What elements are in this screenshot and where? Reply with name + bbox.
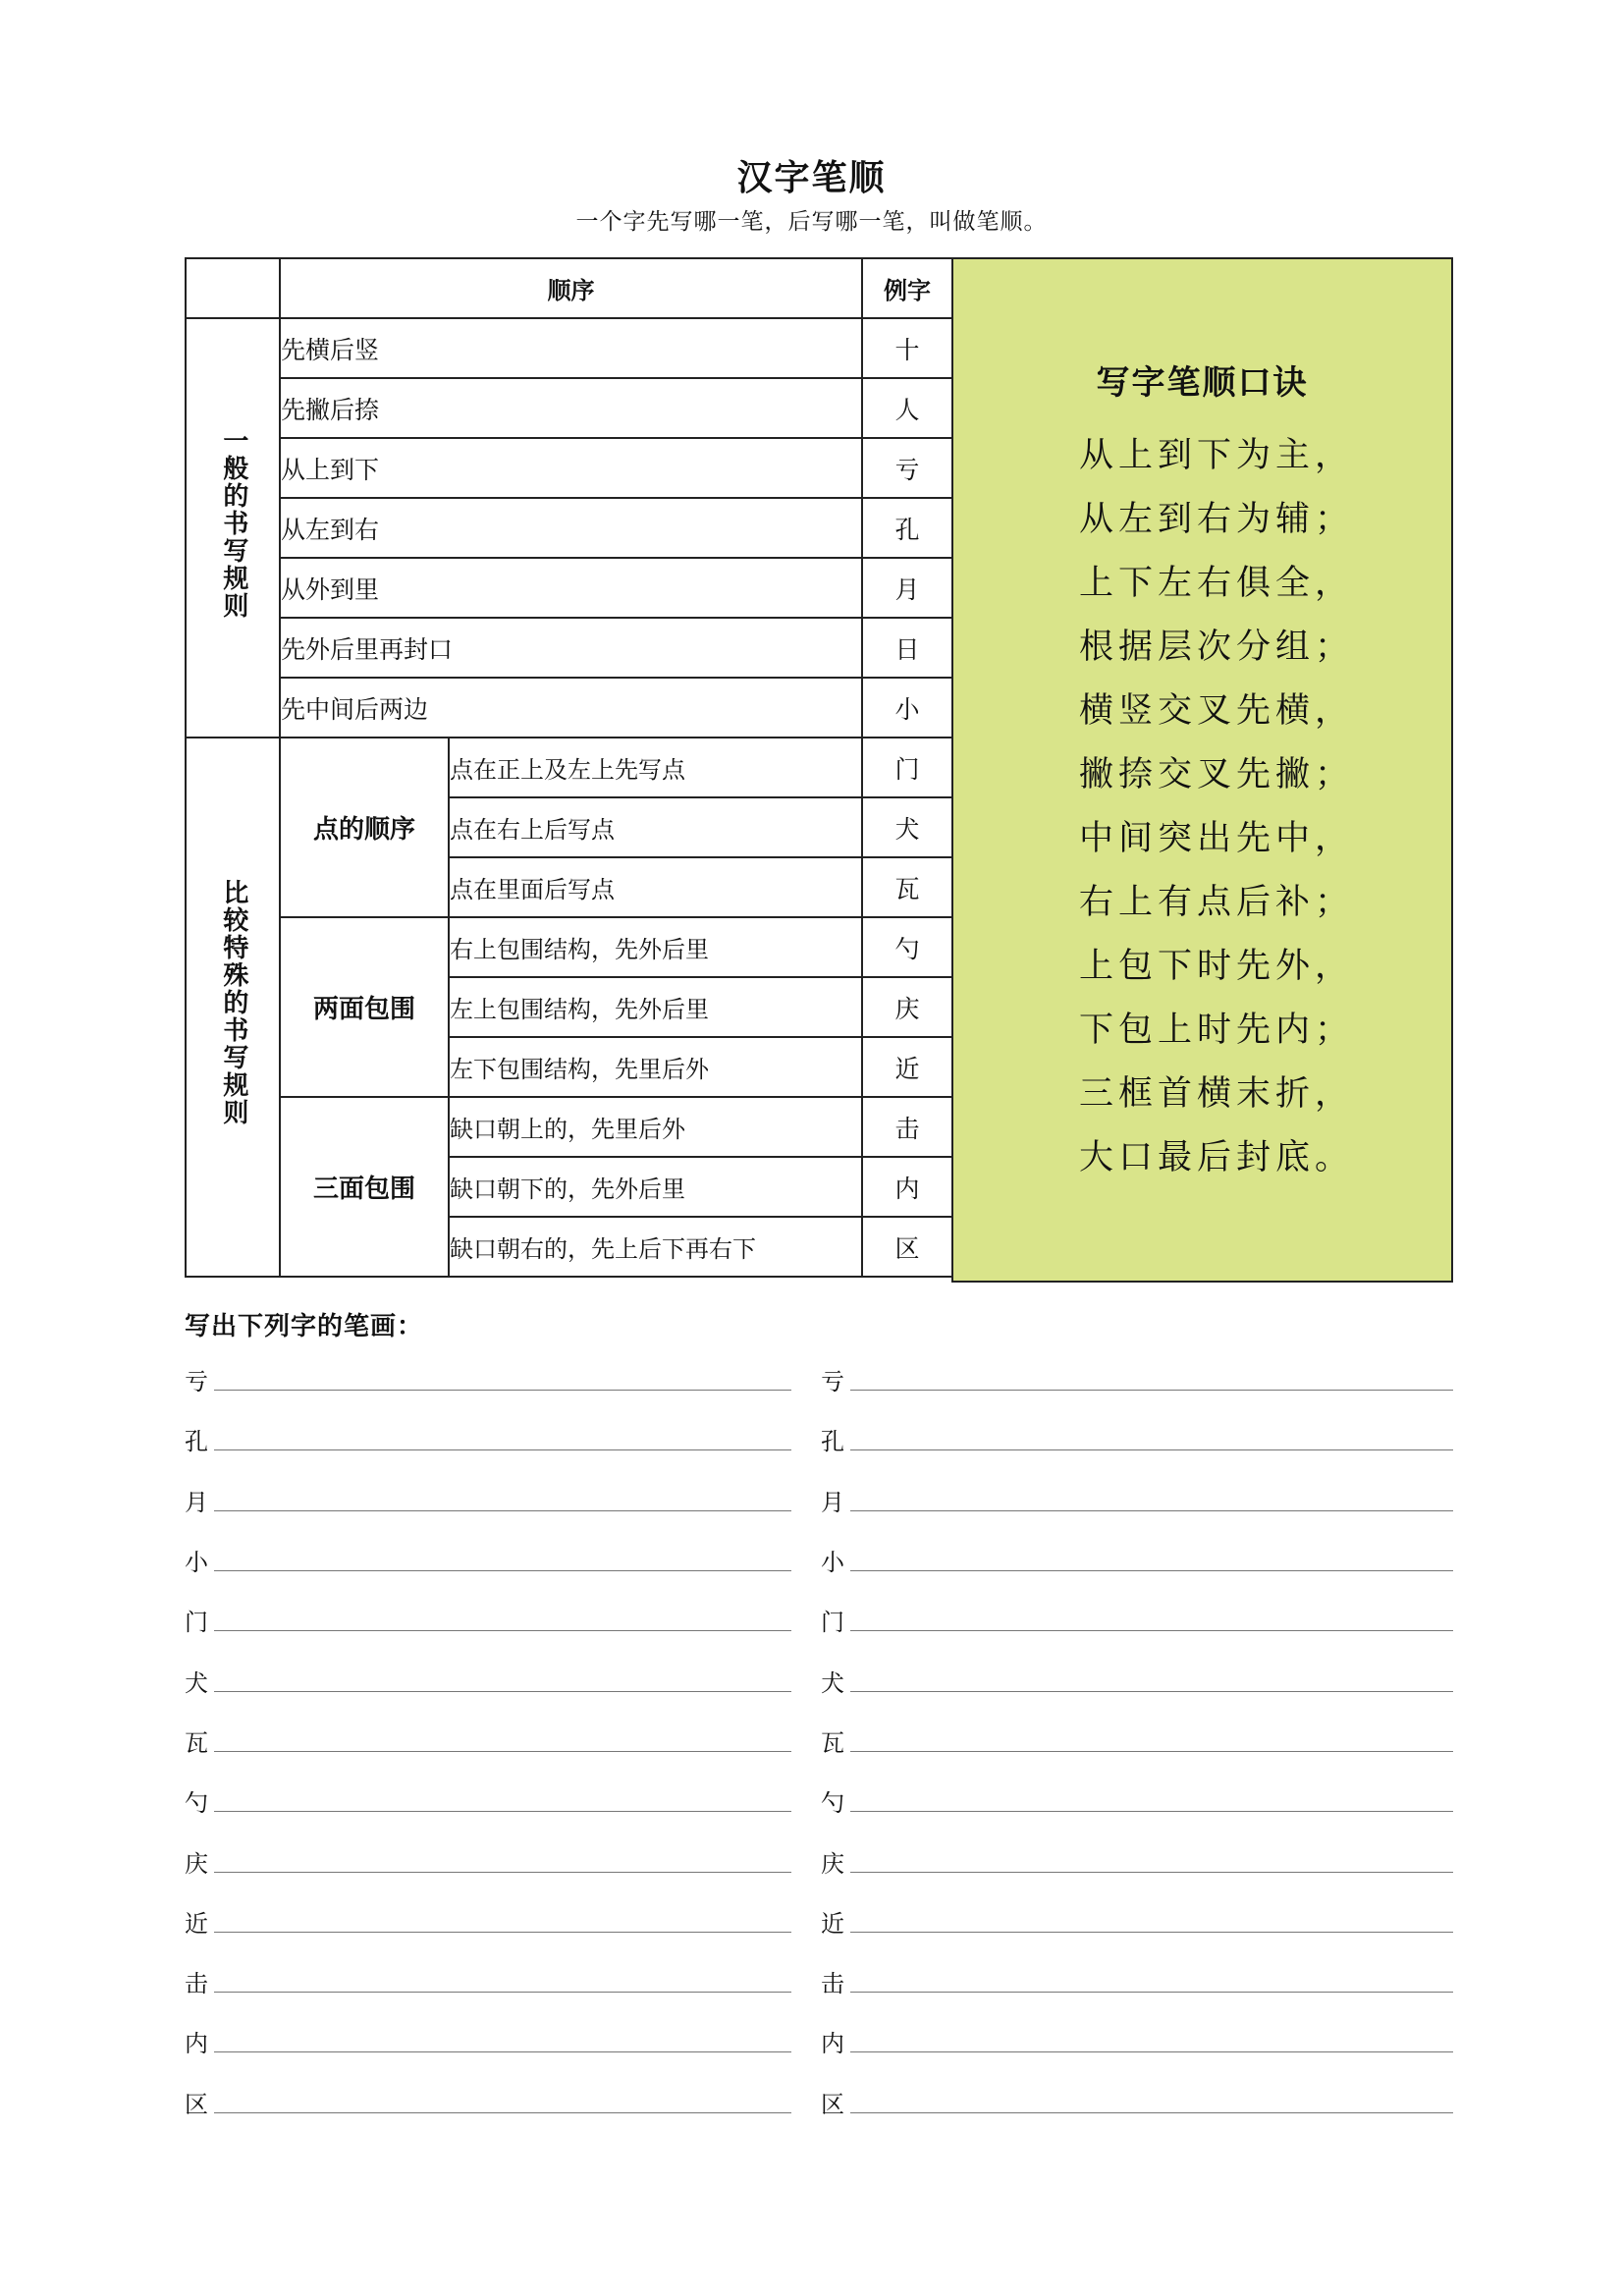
answer-blank[interactable]: [850, 1691, 1453, 1692]
practice-line: [821, 1711, 1453, 1771]
answer-blank[interactable]: [214, 1751, 791, 1752]
practice-line: [185, 1590, 791, 1650]
rule-text: 点在正上及左上先写点: [449, 738, 862, 797]
table-row: [186, 498, 952, 558]
answer-blank[interactable]: [850, 1390, 1453, 1391]
answer-blank[interactable]: [214, 1811, 791, 1812]
example-char: 小: [862, 678, 952, 738]
example-char: 日: [862, 618, 952, 678]
group-dot-order: 点的顺序: [280, 738, 449, 917]
answer-blank[interactable]: [214, 1691, 791, 1692]
category-general-label: 一般的书写规则: [218, 426, 248, 620]
practice-line: [821, 1831, 1453, 1890]
practice-line: [185, 1891, 791, 1951]
header-blank-cell: [186, 258, 280, 318]
practice-line: [821, 1771, 1453, 1831]
table-row: [186, 1097, 952, 1157]
practice-column-right: [821, 1349, 1453, 2132]
practice-char: 区: [185, 2090, 208, 2118]
answer-blank[interactable]: [214, 1390, 791, 1391]
practice-char: 孔: [185, 1428, 208, 1456]
answer-blank[interactable]: [214, 2051, 791, 2052]
category-special-label: 比较特殊的书写规则: [218, 878, 248, 1126]
answer-blank[interactable]: [850, 1630, 1453, 1631]
practice-char: 击: [185, 1970, 208, 1998]
answer-blank[interactable]: [214, 1630, 791, 1631]
practice-line: [185, 1349, 791, 1409]
example-char: 击: [862, 1097, 952, 1157]
group-three-sided: 三面包围: [280, 1097, 449, 1277]
answer-blank[interactable]: [850, 1510, 1453, 1511]
practice-line: [821, 1951, 1453, 2011]
rule-text: 先撇后捺: [280, 378, 862, 438]
practice-char: 勺: [185, 1789, 208, 1818]
practice-char: 犬: [821, 1668, 844, 1697]
practice-line: [821, 1650, 1453, 1710]
answer-blank[interactable]: [214, 1992, 791, 1993]
header-order: 顺序: [280, 258, 862, 318]
practice-line: [821, 1470, 1453, 1530]
example-char: 孔: [862, 498, 952, 558]
mnemonic-verse-box: [951, 257, 1453, 1283]
verse-lines: [1079, 424, 1354, 1190]
answer-blank[interactable]: [214, 1932, 791, 1933]
verse-line: 从上到下为主，: [1079, 436, 1355, 475]
example-char: 犬: [862, 797, 952, 857]
rule-text: 先中间后两边: [280, 678, 862, 738]
example-char: 门: [862, 738, 952, 797]
practice-line: [185, 2011, 791, 2071]
answer-blank[interactable]: [850, 2112, 1453, 2113]
answer-blank[interactable]: [214, 1872, 791, 1873]
answer-blank[interactable]: [850, 1570, 1453, 1571]
table-row: [186, 378, 952, 438]
rule-text: 左下包围结构，先里后外: [449, 1037, 862, 1097]
practice-char: 亏: [185, 1368, 208, 1396]
example-char: 人: [862, 378, 952, 438]
practice-line: [821, 2072, 1453, 2132]
table-row: [186, 558, 952, 618]
example-char: 区: [862, 1217, 952, 1277]
table-row: [186, 618, 952, 678]
practice-line: [821, 1409, 1453, 1469]
rule-text: 先横后竖: [280, 318, 862, 378]
example-char: 勺: [862, 917, 952, 977]
practice-line: [821, 2011, 1453, 2071]
verse-line: 中间突出先中，: [1079, 819, 1355, 858]
rule-text: 右上包围结构，先外后里: [449, 917, 862, 977]
table-row: [186, 738, 952, 797]
category-general: [186, 318, 280, 738]
header-example: 例字: [862, 258, 952, 318]
verse-line: 三框首横末折，: [1079, 1074, 1355, 1114]
practice-char: 庆: [821, 1849, 844, 1878]
practice-char: 孔: [821, 1428, 844, 1456]
rule-text: 点在右上后写点: [449, 797, 862, 857]
rule-text: 缺口朝上的，先里后外: [449, 1097, 862, 1157]
rule-text: 先外后里再封口: [280, 618, 862, 678]
practice-char: 近: [185, 1909, 208, 1938]
practice-char: 门: [185, 1609, 208, 1637]
practice-char: 区: [821, 2090, 844, 2118]
verse-line: 上下左右俱全，: [1079, 564, 1355, 603]
example-char: 近: [862, 1037, 952, 1097]
practice-char: 击: [821, 1970, 844, 1998]
practice-char: 小: [821, 1549, 844, 1577]
category-special: [186, 738, 280, 1277]
practice-char: 月: [185, 1488, 208, 1516]
table-header-row: [186, 258, 952, 318]
practice-char: 月: [821, 1488, 844, 1516]
practice-line: [185, 1771, 791, 1831]
table-row: [186, 318, 952, 378]
answer-blank[interactable]: [850, 1932, 1453, 1933]
verse-line: 下包上时先内；: [1079, 1011, 1355, 1050]
example-char: 庆: [862, 977, 952, 1037]
practice-char: 内: [821, 2030, 844, 2058]
practice-line: [821, 1530, 1453, 1590]
practice-char: 庆: [185, 1849, 208, 1878]
practice-char: 小: [185, 1549, 208, 1577]
example-char: 十: [862, 318, 952, 378]
practice-line: [185, 1711, 791, 1771]
page-subtitle: 一个字先写哪一笔，后写哪一笔，叫做笔顺。: [575, 209, 1048, 235]
table-row: [186, 917, 952, 977]
practice-line: [821, 1891, 1453, 1951]
answer-blank[interactable]: [850, 1449, 1453, 1450]
practice-char: 瓦: [821, 1728, 844, 1757]
verse-line: 根据层次分组；: [1079, 628, 1355, 667]
answer-blank[interactable]: [850, 2051, 1453, 2052]
practice-char: 门: [821, 1609, 844, 1637]
rule-text: 点在里面后写点: [449, 857, 862, 917]
rule-text: 缺口朝下的，先外后里: [449, 1157, 862, 1217]
verse-line: 右上有点后补；: [1079, 883, 1355, 922]
practice-line: [821, 1349, 1453, 1409]
answer-blank[interactable]: [850, 1811, 1453, 1812]
verse-line: 撇捺交叉先撇；: [1079, 755, 1355, 794]
practice-line: [185, 1831, 791, 1890]
example-char: 内: [862, 1157, 952, 1217]
verse-line: 上包下时先外，: [1079, 947, 1355, 986]
page-title: 汉字笔顺: [736, 158, 887, 198]
answer-blank[interactable]: [214, 1570, 791, 1571]
rule-text: 从外到里: [280, 558, 862, 618]
rule-text: 缺口朝右的，先上后下再右下: [449, 1217, 862, 1277]
practice-char: 瓦: [185, 1728, 208, 1757]
example-char: 瓦: [862, 857, 952, 917]
practice-char: 勺: [821, 1789, 844, 1818]
verse-line: 大口最后封底。: [1079, 1138, 1355, 1177]
answer-blank[interactable]: [214, 1510, 791, 1511]
table-row: [186, 438, 952, 498]
answer-blank[interactable]: [214, 1449, 791, 1450]
practice-line: [185, 1470, 791, 1530]
group-two-sided: 两面包围: [280, 917, 449, 1097]
verse-line: 从左到右为辅；: [1079, 500, 1355, 539]
practice-line: [185, 1409, 791, 1469]
answer-blank[interactable]: [850, 1992, 1453, 1993]
answer-blank[interactable]: [214, 2112, 791, 2113]
verse-line: 横竖交叉先横，: [1079, 691, 1355, 731]
table-row: [186, 678, 952, 738]
practice-char: 近: [821, 1909, 844, 1938]
example-char: 月: [862, 558, 952, 618]
example-char: 亏: [862, 438, 952, 498]
practice-line: [185, 1951, 791, 2011]
practice-char: 犬: [185, 1668, 208, 1697]
practice-column-left: [185, 1349, 791, 2132]
rule-text: 从上到下: [280, 438, 862, 498]
stroke-order-table: [185, 257, 953, 1278]
practice-line: [185, 2072, 791, 2132]
practice-char: 内: [185, 2030, 208, 2058]
answer-blank[interactable]: [850, 1872, 1453, 1873]
answer-blank[interactable]: [850, 1751, 1453, 1752]
practice-line: [185, 1650, 791, 1710]
practice-line: [821, 1590, 1453, 1650]
practice-title: 写出下列字的笔画：: [185, 1312, 424, 1341]
practice-line: [185, 1530, 791, 1590]
verse-title: 写字笔顺口诀: [1096, 363, 1309, 403]
rule-text: 从左到右: [280, 498, 862, 558]
rule-text: 左上包围结构，先外后里: [449, 977, 862, 1037]
practice-char: 亏: [821, 1368, 844, 1396]
